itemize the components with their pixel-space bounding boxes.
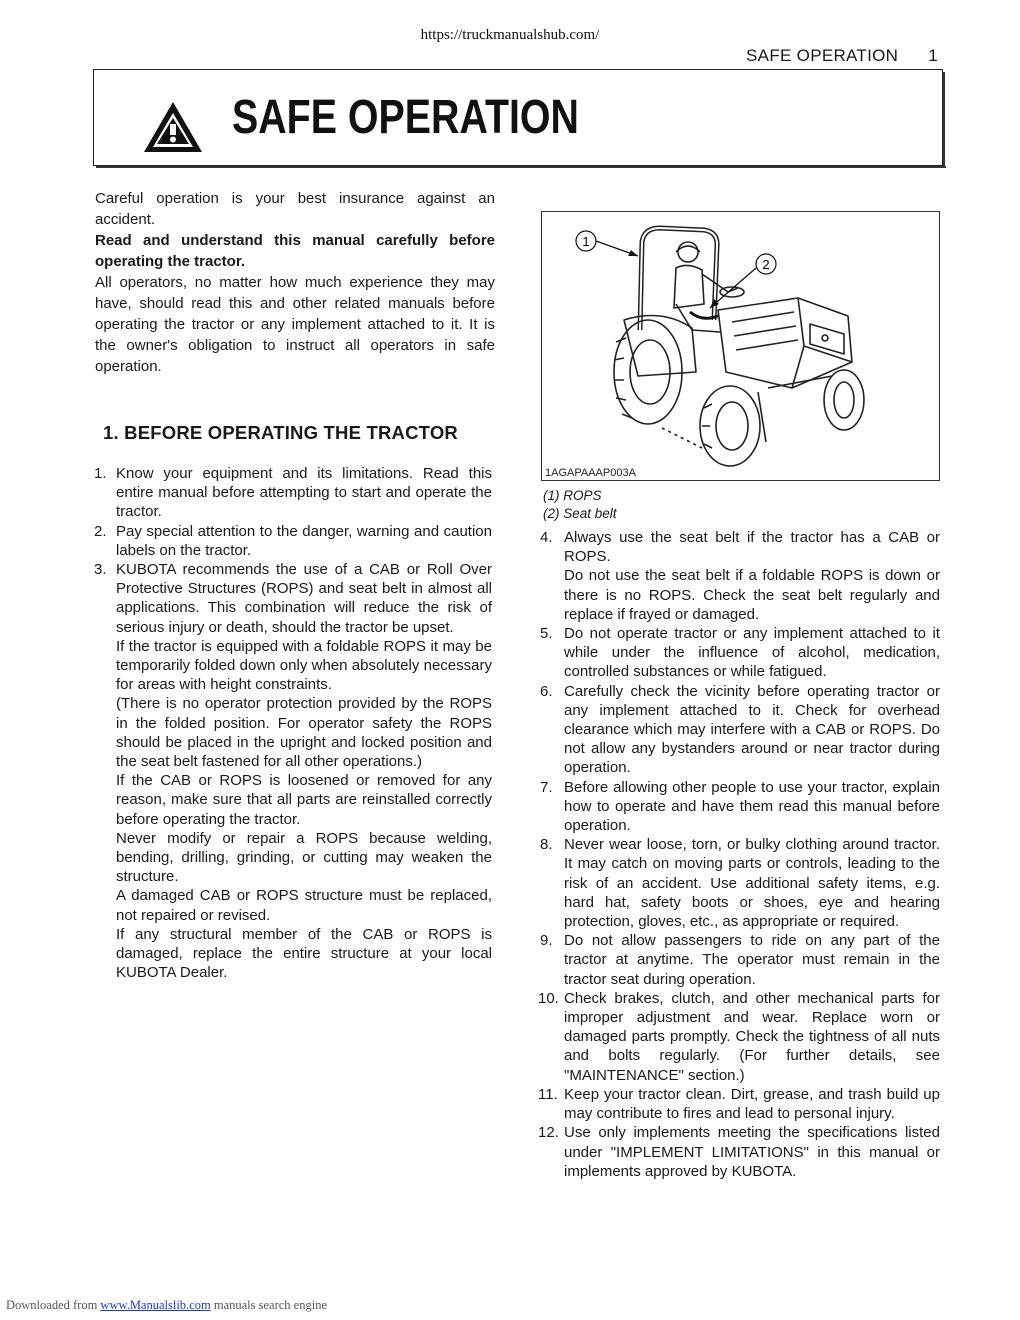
list-item-text: Never wear loose, torn, or bulky clothing around tractor. It may catch on moving parts or controls, leading to the risk of an accident. Use additional safety items, e.g. hard hat, safety boots or shoes, eye and hearing protection, gloves, etc., as appropriate or required. bbox=[564, 836, 940, 931]
manualslib-link[interactable]: www.Manualslib.com bbox=[100, 1298, 211, 1312]
list-item-text: Do not use the seat belt if a foldable ROPS is down or there is no ROPS. Check the seat belt regularly and replace if frayed or damaged. bbox=[564, 567, 940, 623]
list-item-number: 11. bbox=[538, 1085, 558, 1103]
running-title: SAFE OPERATION bbox=[746, 46, 899, 65]
list-item-text: Know your equipment and its limitations. Read this entire manual before attempting to start and operate the tractor. bbox=[116, 465, 492, 521]
list-item-number: 6. bbox=[540, 682, 553, 700]
list-item-text: (There is no operator protection provided by the ROPS in the folded position. For operator safety the ROPS should be placed in the upright and locked position and the seat belt fastened for all other operations.) bbox=[116, 695, 492, 771]
list-item-number: 8. bbox=[540, 836, 553, 854]
list-item bbox=[540, 624, 940, 682]
caption-rops: (1) ROPS bbox=[543, 488, 602, 503]
right-instruction-list bbox=[540, 528, 940, 1181]
list-item-number: 3. bbox=[94, 561, 107, 579]
list-item bbox=[540, 1123, 940, 1181]
list-item bbox=[540, 989, 940, 1085]
warning-triangle-icon bbox=[142, 100, 204, 154]
figure-caption bbox=[543, 487, 617, 523]
list-item bbox=[540, 931, 940, 989]
list-item bbox=[540, 778, 940, 836]
intro-paragraph: Careful operation is your best insurance against an accident. bbox=[95, 190, 495, 228]
list-item bbox=[94, 464, 492, 522]
running-header bbox=[746, 46, 938, 66]
list-item-number: 10. bbox=[538, 989, 559, 1007]
list-item-number: 9. bbox=[540, 932, 553, 950]
list-item-text: Check brakes, clutch, and other mechanical parts for improper adjustment and wear. Replace worn or damaged parts promptly. Check the tightness of all nuts and bolts regularly. (For further details, see "MAINTENANCE" section.) bbox=[564, 989, 940, 1084]
list-item bbox=[540, 1085, 940, 1123]
list-item-text: Never modify or repair a ROPS because welding, bending, drilling, grinding, or cutting may weaken the structure. bbox=[116, 829, 492, 886]
footer-suffix: manuals search engine bbox=[210, 1298, 327, 1312]
intro-paragraph: All operators, no matter how much experience they may have, should read this and other related manuals before operating the tractor or any implement attached to it. It is the owner's obligation to instruct all operators in safe operation. bbox=[95, 274, 495, 375]
footer-prefix: Downloaded from bbox=[6, 1298, 101, 1312]
list-item-text: Use only implements meeting the specifications listed under "IMPLEMENT LIMITATIONS" in this manual or implements approved by KUBOTA. bbox=[564, 1124, 940, 1180]
list-item-number: 1. bbox=[94, 465, 107, 482]
list-item-text: Keep your tractor clean. Dirt, grease, and trash build up may contribute to fires and lead to personal injury. bbox=[564, 1085, 940, 1123]
list-item-number: 5. bbox=[540, 625, 553, 643]
intro-text bbox=[95, 188, 495, 377]
callout-1: 1 bbox=[582, 234, 590, 249]
caption-seat-belt: (2) Seat belt bbox=[543, 506, 617, 521]
list-item-number: 4. bbox=[540, 529, 553, 546]
page-title: SAFE OPERATION bbox=[232, 91, 579, 144]
callout-2: 2 bbox=[762, 257, 770, 272]
list-item bbox=[94, 522, 492, 560]
page-number: 1 bbox=[928, 46, 938, 65]
list-item-number: 12. bbox=[538, 1124, 559, 1142]
figure-code: 1AGAPAAAP003A bbox=[545, 467, 636, 479]
list-item-text: KUBOTA recommends the use of a CAB or Roll Over Protective Structures (ROPS) and seat belt in almost all applications. This combination will reduce the risk of serious injury or death, should the tractor be upset. bbox=[116, 561, 492, 636]
list-item bbox=[540, 835, 940, 931]
source-url: https://truckmanualshub.com/ bbox=[420, 27, 600, 43]
list-item-text: If any structural member of the CAB or ROPS is damaged, replace the entire structure at your local KUBOTA Dealer. bbox=[116, 925, 492, 982]
list-item-text: If the CAB or ROPS is loosened or removed for any reason, make sure that all parts are reinstalled correctly before operating the tractor. bbox=[116, 772, 492, 828]
list-item-text: Pay special attention to the danger, warning and caution labels on the tractor. bbox=[116, 522, 492, 559]
list-item bbox=[540, 528, 940, 624]
intro-emphasis: Read and understand this manual carefully before operating the tractor. bbox=[95, 232, 495, 270]
list-item-number: 7. bbox=[540, 778, 553, 796]
list-item bbox=[540, 682, 940, 778]
left-instruction-list bbox=[94, 464, 492, 982]
list-item-number: 2. bbox=[94, 522, 107, 540]
list-item-text: Before allowing other people to use your tractor, explain how to operate and have them read this manual before operation. bbox=[564, 778, 940, 835]
section-heading: 1. BEFORE OPERATING THE TRACTOR bbox=[103, 422, 458, 443]
list-item-text: Carefully check the vicinity before operating tractor or any implement attached to it. Check for overhead clearance which may interfere with a CAB or ROPS. Do not allow any bystanders around or near tractor during operation. bbox=[564, 682, 940, 777]
title-box bbox=[93, 69, 943, 166]
list-item-text: A damaged CAB or ROPS structure must be replaced, not repaired or revised. bbox=[116, 887, 492, 924]
list-item-text: If the tractor is equipped with a foldable ROPS it may be temporarily folded down only when absolutely necessary for areas with height constraints. bbox=[116, 637, 492, 694]
tractor-figure bbox=[541, 211, 940, 481]
list-item-text: Always use the seat belt if the tractor has a CAB or ROPS. bbox=[564, 529, 940, 566]
list-item-text: Do not allow passengers to ride on any part of the tractor at anytime. The operator must remain in the tractor seat during operation. bbox=[564, 932, 940, 988]
download-footer bbox=[6, 1298, 327, 1313]
list-item-text: Do not operate tractor or any implement attached to it while under the influence of alcohol, medication, controlled substances or while fatigued. bbox=[564, 625, 940, 681]
tractor-illustration bbox=[542, 212, 939, 480]
list-item bbox=[94, 560, 492, 982]
